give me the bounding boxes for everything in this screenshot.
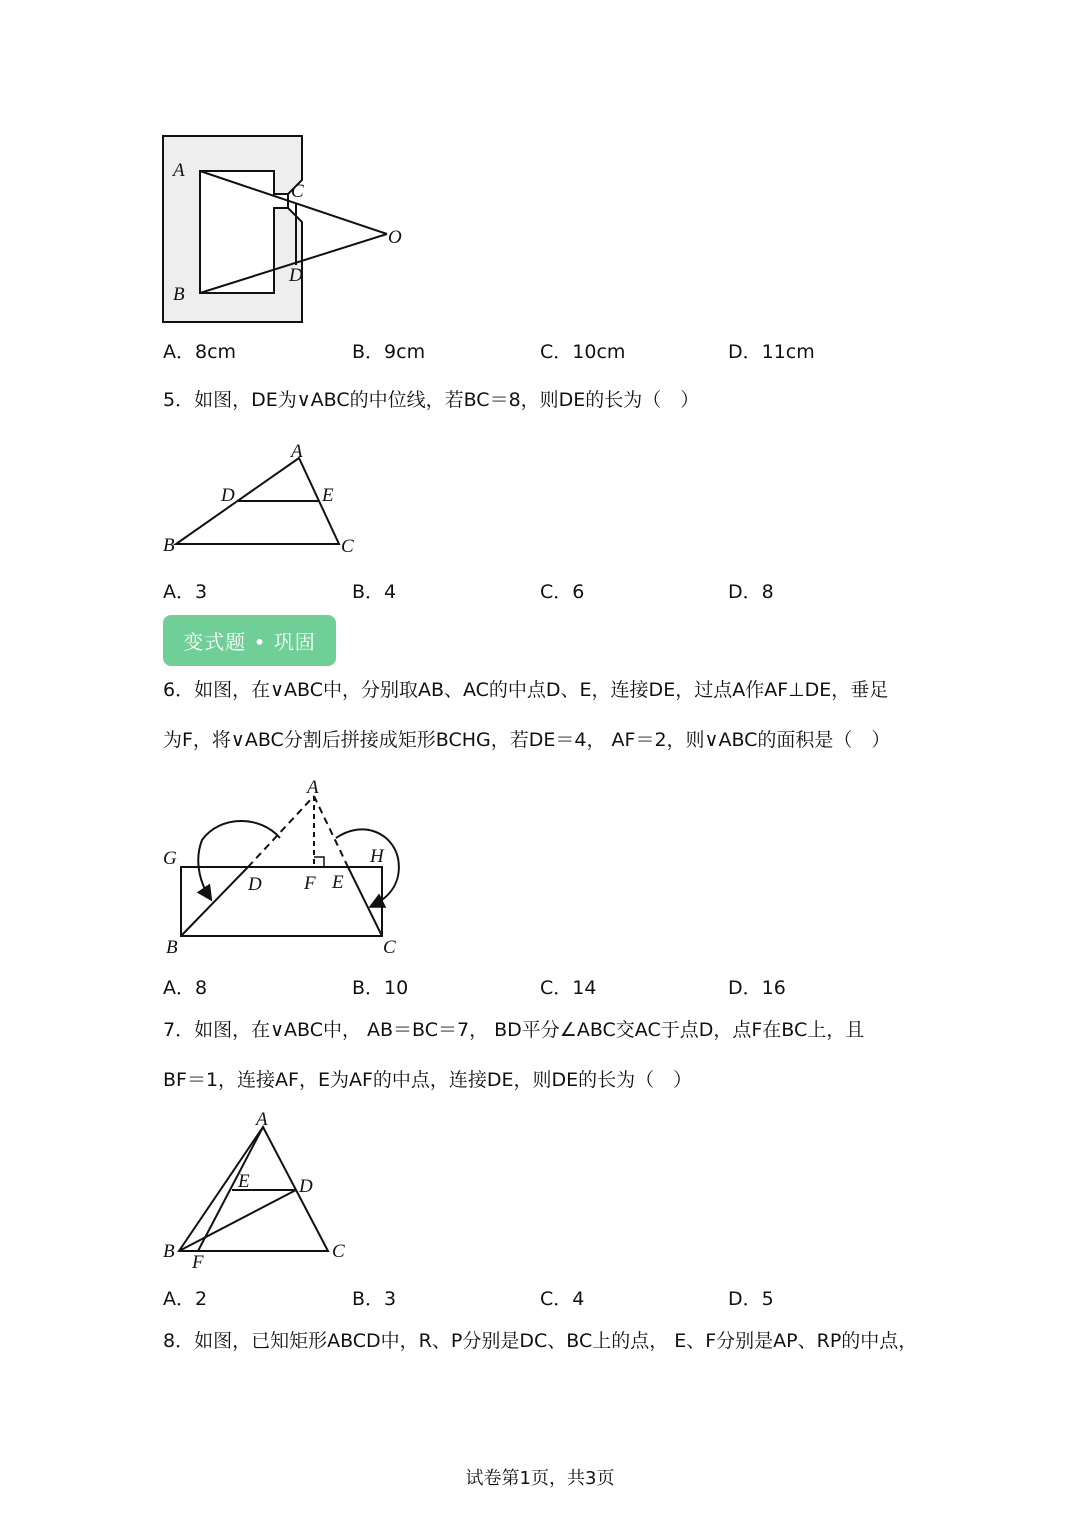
variant-banner: 变式题 • 巩固 [163, 615, 336, 666]
q6-label-E: E [332, 872, 344, 893]
q5-label-C: C [341, 536, 354, 557]
label-D: D [289, 265, 303, 286]
q5-label-D: D [221, 485, 235, 506]
figure-q4 [150, 125, 420, 335]
q5-label-A: A [291, 441, 303, 462]
q5-choice-b[interactable]: B．4 [352, 581, 397, 603]
page-footer: 试卷第1页，共3页 [465, 1468, 615, 1489]
q7-line1: 7．如图，在∨ABC中， AB＝BC＝7， BD平分∠ABC交AC于点D，点F在BC上，且 [163, 1019, 865, 1041]
q5-label-E: E [322, 485, 334, 506]
q7-choice-d[interactable]: D．5 [728, 1288, 774, 1310]
q6-label-B: B [166, 937, 178, 958]
q6-label-F: F [304, 873, 316, 894]
q4-choice-a[interactable]: A．8cm [163, 341, 237, 363]
q6-label-D: D [248, 874, 262, 895]
figure-q5 [155, 435, 370, 560]
q8-line1: 8．如图，已知矩形ABCD中，R、P分别是DC、BC上的点， E、F分别是AP、RP的中点， [163, 1330, 918, 1352]
q6-label-H: H [370, 846, 384, 867]
q6-label-A: A [307, 777, 319, 798]
q7-label-C: C [332, 1241, 345, 1262]
q7-label-B: B [163, 1241, 175, 1262]
q6-label-G: G [163, 848, 177, 869]
q7-choice-b[interactable]: B．3 [352, 1288, 397, 1310]
label-B: B [173, 284, 185, 305]
inner-opening [200, 171, 288, 293]
q4-choice-b[interactable]: B．9cm [352, 341, 426, 363]
q7-line2: BF＝1，连接AF，E为AF的中点，连接DE，则DE的长为（ ） [163, 1069, 693, 1091]
q4-choice-d[interactable]: D．11cm [728, 341, 815, 363]
q5-choice-c[interactable]: C．6 [540, 581, 585, 603]
q6-choice-a[interactable]: A．8 [163, 977, 208, 999]
label-C: C [291, 181, 304, 202]
q6-line2: 为F，将∨ABC分割后拼接成矩形BCHG，若DE＝4， AF＝2，则∨ABC的面积是（ ） [163, 729, 891, 751]
q5-text: 5．如图，DE为∨ABC的中位线，若BC＝8，则DE的长为（ ） [163, 389, 700, 411]
q5-choice-a[interactable]: A．3 [163, 581, 208, 603]
q6-choice-d[interactable]: D．16 [728, 977, 786, 999]
q7-label-D: D [299, 1176, 313, 1197]
q7-label-F: F [192, 1252, 204, 1273]
q7-label-E: E [238, 1171, 250, 1192]
q6-choice-c[interactable]: C．14 [540, 977, 597, 999]
q7-choice-a[interactable]: A．2 [163, 1288, 208, 1310]
q7-label-A: A [256, 1109, 268, 1130]
label-O: O [388, 227, 402, 248]
figure-q6 [155, 770, 410, 960]
q6-choice-b[interactable]: B．10 [352, 977, 409, 999]
q5-choice-d[interactable]: D．8 [728, 581, 774, 603]
label-A: A [173, 160, 185, 181]
q7-choice-c[interactable]: C．4 [540, 1288, 585, 1310]
q6-line1: 6．如图，在∨ABC中，分别取AB、AC的中点D、E，连接DE，过点A作AF⊥DE，垂足 [163, 679, 889, 701]
q6-label-C: C [383, 937, 396, 958]
q5-label-B: B [163, 535, 175, 556]
q4-choice-c[interactable]: C．10cm [540, 341, 626, 363]
figure-q7 [155, 1105, 355, 1275]
